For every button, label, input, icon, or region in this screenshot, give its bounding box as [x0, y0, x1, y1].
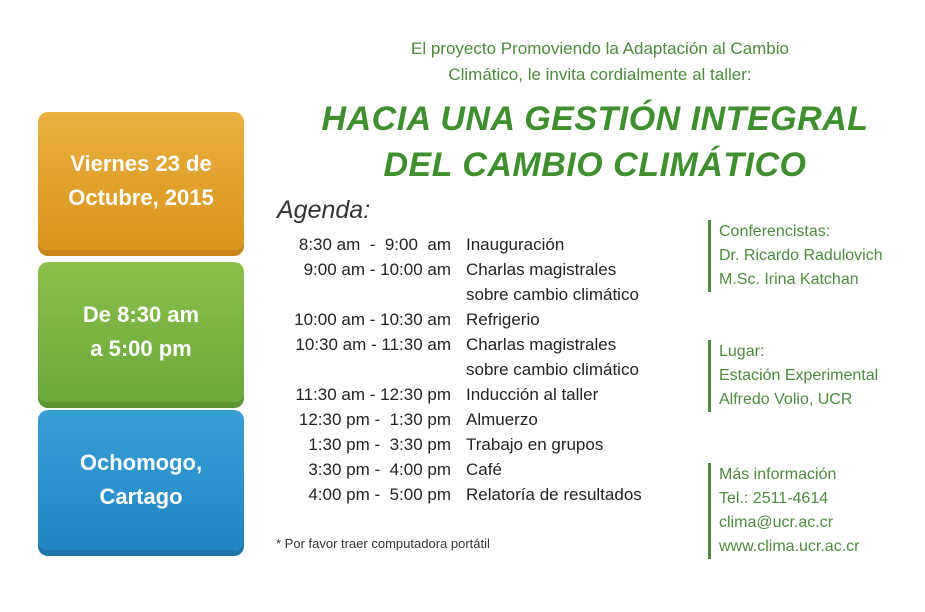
intro-line-1: El proyecto Promoviendo la Adaptación al Cambio: [411, 39, 789, 58]
time-line-1: De 8:30 am: [82, 302, 200, 327]
footnote: * Por favor traer computadora portátil: [276, 536, 490, 551]
time-line-2: a 5:00 pm: [90, 336, 192, 361]
agenda-row: [273, 432, 686, 457]
agenda-desc: Inauguración: [466, 235, 565, 254]
agenda-heading: Agenda:: [277, 196, 371, 224]
contact-block: [708, 463, 859, 559]
agenda-row: [273, 232, 686, 257]
date-line-1: Viernes 23 de: [70, 151, 212, 176]
venue-label: Lugar:: [719, 343, 765, 360]
workshop-title: [300, 96, 890, 188]
agenda-row: [273, 332, 686, 357]
agenda-row: [273, 457, 686, 482]
contact-email: clima@ucr.ac.cr: [719, 514, 834, 531]
contact-label: Más información: [719, 466, 837, 483]
agenda-time: 8:30 am - 9:00 am: [298, 235, 451, 254]
agenda-desc: Inducción al taller: [466, 385, 599, 404]
place-line-2: Cartago: [99, 484, 183, 509]
place-box: [38, 410, 244, 550]
agenda-row: [273, 307, 686, 332]
agenda-time: 4:00 pm - 5:00 pm: [308, 485, 451, 504]
contact-website: www.clima.ucr.ac.cr: [719, 538, 860, 555]
title-line-2: DEL CAMBIO CLIMÁTICO: [383, 146, 807, 184]
agenda-desc: Charlas magistrales: [466, 335, 617, 354]
agenda-time: 3:30 pm - 4:00 pm: [308, 460, 451, 479]
agenda-time: [273, 282, 466, 307]
agenda-row: [273, 382, 686, 407]
place-line-1: Ochomogo,: [79, 450, 203, 475]
agenda-time: [273, 357, 466, 382]
venue-line: Alfredo Volio, UCR: [719, 391, 853, 408]
venue-block: [708, 340, 878, 412]
agenda-time: 9:00 am - 10:00 am: [303, 260, 451, 279]
speakers-label: Conferencistas:: [719, 223, 831, 240]
agenda-time: 12:30 pm - 1:30 pm: [298, 410, 451, 429]
agenda-time: 10:00 am - 10:30 am: [294, 310, 451, 329]
agenda-desc: sobre cambio climático: [466, 360, 639, 379]
intro-text: [330, 36, 870, 88]
agenda-desc: Trabajo en grupos: [466, 435, 604, 454]
intro-line-2: Climático, le invita cordialmente al taller:: [448, 65, 752, 84]
agenda-row: [273, 257, 686, 282]
agenda-desc: Relatoría de resultados: [466, 485, 642, 504]
agenda-time: 1:30 pm - 3:30 pm: [308, 435, 451, 454]
agenda-row: [273, 282, 686, 307]
date-line-2: Octubre, 2015: [68, 185, 214, 210]
speaker-name: M.Sc. Irina Katchan: [719, 271, 859, 288]
contact-phone: Tel.: 2511-4614: [719, 490, 829, 507]
speaker-name: Dr. Ricardo Radulovich: [719, 247, 883, 264]
agenda-row: [273, 407, 686, 432]
agenda-list: [273, 232, 686, 507]
date-box: [38, 112, 244, 250]
venue-line: Estación Experimental: [719, 367, 879, 384]
agenda-desc: Almuerzo: [466, 410, 538, 429]
agenda-row: [273, 482, 686, 507]
title-line-1: HACIA UNA GESTIÓN INTEGRAL: [321, 100, 869, 138]
agenda-desc: Charlas magistrales: [466, 260, 617, 279]
speakers-block: [708, 220, 883, 292]
agenda-desc: Café: [466, 460, 502, 479]
agenda-row: [273, 357, 686, 382]
agenda-time: 10:30 am - 11:30 am: [295, 335, 451, 354]
agenda-time: 11:30 am - 12:30 pm: [295, 385, 451, 404]
time-box: [38, 262, 244, 402]
agenda-desc: sobre cambio climático: [466, 285, 639, 304]
agenda-desc: Refrigerio: [466, 310, 540, 329]
